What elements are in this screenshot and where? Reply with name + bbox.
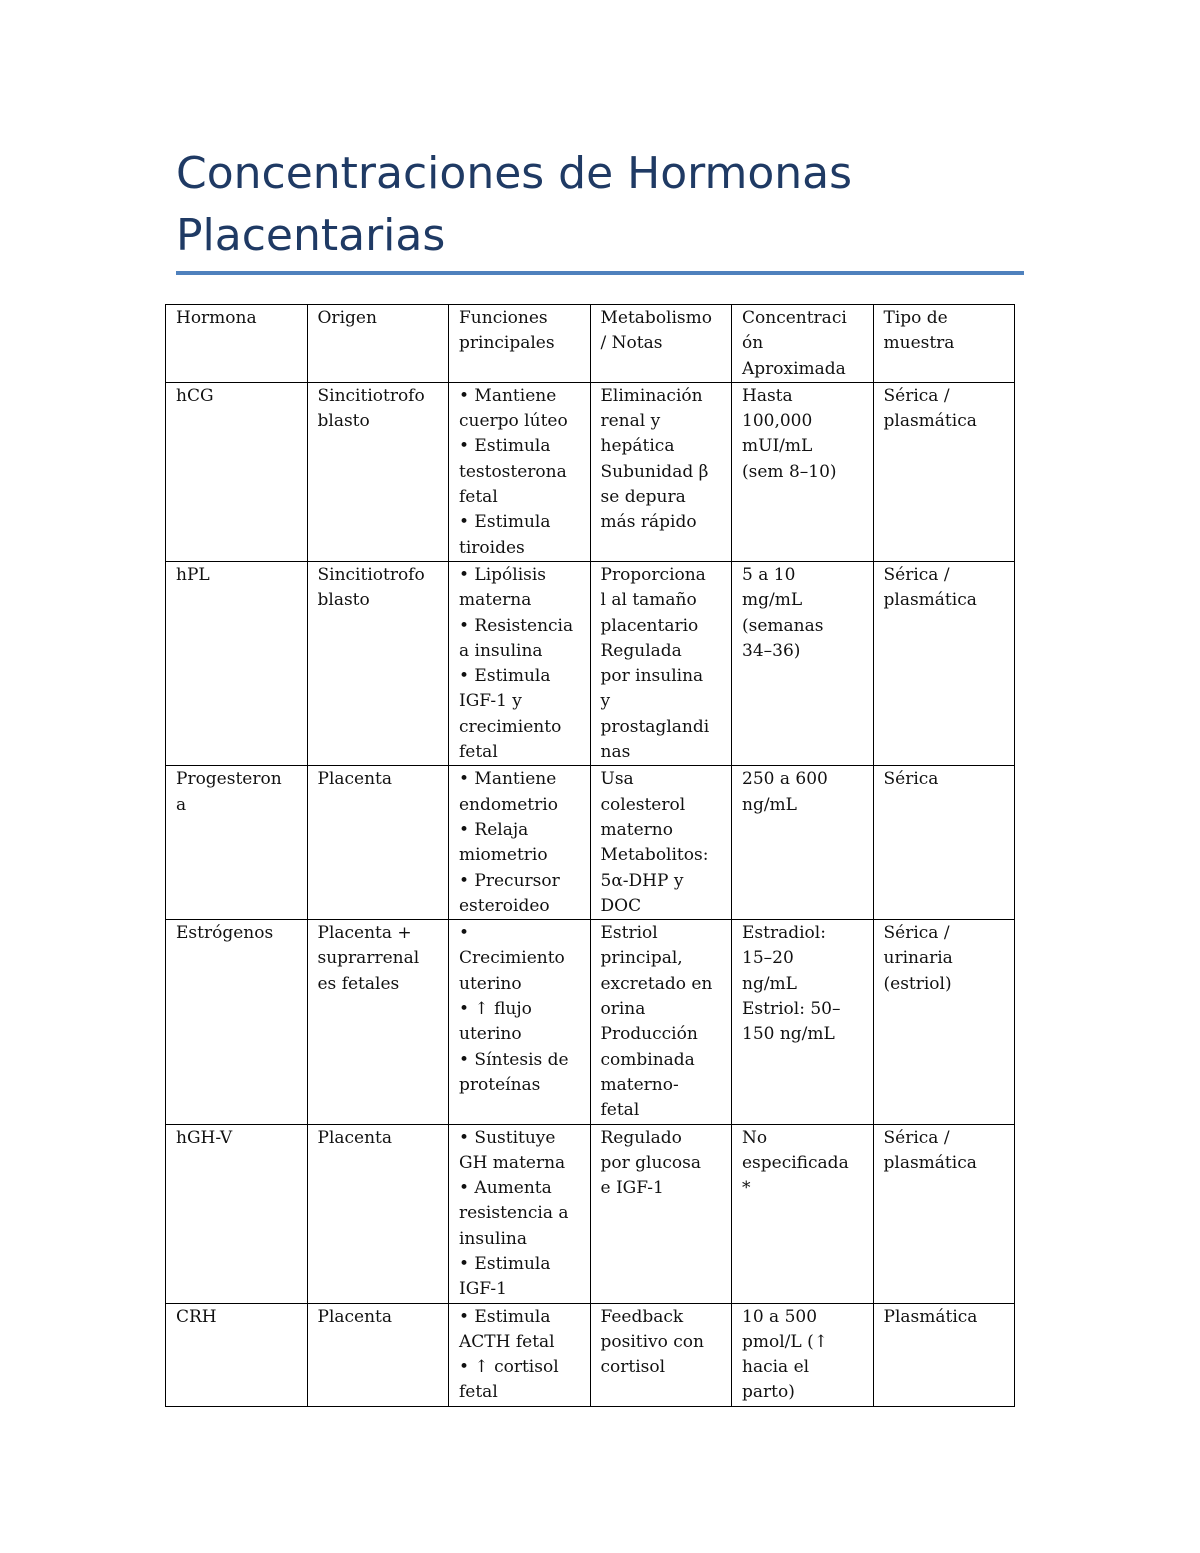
cell-text-line: • ↑ cortisol: [459, 1357, 559, 1378]
cell-text-line: • Estimula: [459, 512, 551, 533]
cell-text-line: Tipo de: [883, 308, 948, 328]
cell-text-line: insulina: [459, 1228, 528, 1249]
cell-text-line: (semanas: [742, 615, 824, 636]
cell-concentracion: [732, 1303, 874, 1406]
cell-text-line: Usa: [600, 769, 634, 790]
cell-text-line: tiroides: [459, 537, 525, 558]
title-underline: [176, 271, 1024, 275]
cell-text-line: 100,000: [742, 411, 813, 432]
cell-metabolismo: [590, 1303, 732, 1406]
cell-text-line: CRH: [176, 1306, 217, 1327]
cell-hormona: [166, 1303, 308, 1406]
cell-text-line: Origen: [317, 308, 377, 328]
cell-text-line: fetal: [459, 487, 498, 508]
cell-text-line: DOC: [600, 895, 642, 916]
cell-text-line: Concentraci: [742, 308, 847, 328]
cell-text-line: Placenta +: [317, 923, 412, 944]
cell-text-line: plasmática: [883, 411, 977, 432]
cell-text-line: urinaria: [883, 948, 953, 969]
cell-text-line: especificada: [742, 1152, 849, 1173]
header-cell-concentracion: [732, 305, 874, 383]
cell-text-line: • Aumenta: [459, 1178, 552, 1199]
cell-text-line: blasto: [317, 590, 370, 611]
cell-text-line: Placenta: [317, 1127, 393, 1148]
cell-text-line: uterino: [459, 973, 522, 994]
hormone-table: [165, 304, 1015, 1407]
cell-text-line: placentario: [600, 615, 699, 636]
cell-text-line: cuerpo lúteo: [459, 411, 568, 432]
cell-text-line: Hormona: [176, 308, 257, 328]
cell-text-line: l al tamaño: [600, 590, 697, 611]
cell-text-line: IGF-1: [459, 1279, 507, 1300]
cell-text-line: por insulina: [600, 666, 704, 687]
cell-text-line: Estrógenos: [176, 923, 274, 944]
cell-metabolismo: [590, 561, 732, 765]
cell-origen: [307, 561, 449, 765]
table-row-progesterona: [166, 766, 1015, 920]
cell-text-line: parto): [742, 1382, 795, 1403]
cell-text-line: Plasmática: [883, 1306, 978, 1327]
cell-text-line: cortisol: [600, 1357, 666, 1378]
cell-text-line: / Notas: [600, 333, 663, 354]
cell-origen: [307, 1303, 449, 1406]
cell-text-line: • Estimula: [459, 1253, 551, 1274]
cell-origen: [307, 1124, 449, 1303]
cell-text-line: pmol/L (↑: [742, 1331, 828, 1352]
table-row-estrogenos: [166, 920, 1015, 1124]
cell-metabolismo: [590, 920, 732, 1124]
cell-text-line: Estradiol:: [742, 923, 826, 944]
cell-text-line: y: [600, 691, 611, 712]
cell-text-line: Sérica /: [883, 385, 950, 406]
cell-concentracion: [732, 766, 874, 920]
cell-text-line: No: [742, 1127, 768, 1148]
cell-text-line: plasmática: [883, 1152, 977, 1173]
cell-hormona: [166, 382, 308, 561]
cell-concentracion: [732, 1124, 874, 1303]
cell-text-line: renal y: [600, 411, 661, 432]
cell-text-line: 5α-DHP y: [600, 870, 684, 891]
cell-funciones: [449, 561, 591, 765]
cell-text-line: blasto: [317, 411, 370, 432]
cell-text-line: materno: [600, 819, 673, 840]
cell-concentracion: [732, 920, 874, 1124]
cell-text-line: testosterona: [459, 461, 567, 482]
cell-text-line: • Precursor: [459, 870, 560, 891]
cell-origen: [307, 766, 449, 920]
cell-text-line: ng/mL: [742, 973, 797, 994]
cell-text-line: • Mantiene: [459, 769, 557, 790]
cell-text-line: se depura: [600, 487, 686, 508]
header-cell-metabolismo: [590, 305, 732, 383]
cell-text-line: a: [176, 794, 187, 815]
cell-text-line: endometrio: [459, 794, 558, 815]
cell-muestra: [873, 1124, 1015, 1303]
cell-text-line: fetal: [600, 1100, 640, 1121]
cell-muestra: [873, 561, 1015, 765]
cell-muestra: [873, 1303, 1015, 1406]
cell-text-line: 15–20: [742, 948, 794, 969]
cell-origen: [307, 920, 449, 1124]
table-row-hcg: [166, 382, 1015, 561]
cell-text-line: Metabolismo: [600, 308, 713, 328]
cell-text-line: más rápido: [600, 512, 697, 533]
cell-text-line: crecimiento: [459, 716, 562, 737]
cell-text-line: Sérica /: [883, 564, 950, 585]
cell-text-line: Sérica: [883, 769, 939, 790]
cell-text-line: mUI/mL: [742, 436, 813, 457]
cell-metabolismo: [590, 1124, 732, 1303]
cell-hormona: [166, 561, 308, 765]
cell-text-line: (estriol): [883, 973, 952, 994]
cell-text-line: 34–36): [742, 640, 801, 661]
cell-text-line: plasmática: [883, 590, 977, 611]
cell-text-line: muestra: [883, 333, 955, 354]
header-cell-muestra: [873, 305, 1015, 383]
cell-text-line: Sérica /: [883, 923, 950, 944]
cell-text-line: hepática: [600, 436, 675, 457]
cell-text-line: suprarrenal: [317, 948, 420, 969]
cell-text-line: resistencia a: [459, 1203, 569, 1224]
cell-hormona: [166, 920, 308, 1124]
cell-text-line: 150 ng/mL: [742, 1024, 835, 1045]
cell-text-line: orina: [600, 999, 646, 1020]
cell-text-line: Sincitiotrofo: [317, 385, 425, 406]
cell-text-line: mg/mL: [742, 590, 803, 611]
cell-text-line: Placenta: [317, 1306, 393, 1327]
cell-text-line: Subunidad β: [600, 461, 709, 482]
cell-funciones: [449, 1124, 591, 1303]
cell-text-line: Aproximada: [742, 358, 846, 379]
cell-text-line: combinada: [600, 1049, 695, 1070]
cell-text-line: Funciones: [459, 308, 548, 328]
cell-muestra: [873, 920, 1015, 1124]
cell-text-line: prostaglandi: [600, 716, 710, 737]
cell-text-line: • Síntesis de: [459, 1049, 569, 1070]
cell-text-line: miometrio: [459, 845, 548, 866]
cell-text-line: Progesteron: [176, 769, 282, 790]
cell-text-line: principal,: [600, 948, 683, 969]
cell-text-line: es fetales: [317, 973, 400, 994]
cell-text-line: Proporciona: [600, 564, 706, 585]
cell-text-line: fetal: [459, 742, 498, 763]
cell-text-line: • Estimula: [459, 436, 551, 457]
cell-text-line: Eliminación: [600, 385, 703, 406]
cell-text-line: Sérica /: [883, 1127, 950, 1148]
cell-text-line: Regulada: [600, 640, 682, 661]
cell-text-line: nas: [600, 742, 631, 763]
cell-text-line: positivo con: [600, 1331, 704, 1352]
cell-text-line: hCG: [176, 385, 214, 406]
cell-origen: [307, 382, 449, 561]
cell-text-line: (sem 8–10): [742, 461, 837, 482]
cell-text-line: Sincitiotrofo: [317, 564, 425, 585]
cell-text-line: • Estimula: [459, 666, 551, 687]
table-row-hgh-v: [166, 1124, 1015, 1303]
cell-text-line: 5 a 10: [742, 564, 796, 585]
cell-muestra: [873, 382, 1015, 561]
cell-text-line: uterino: [459, 1024, 522, 1045]
cell-funciones: [449, 766, 591, 920]
cell-text-line: Metabolitos:: [600, 845, 709, 866]
header-cell-origen: [307, 305, 449, 383]
cell-hormona: [166, 766, 308, 920]
cell-text-line: excretado en: [600, 973, 713, 994]
cell-text-line: ACTH fetal: [459, 1331, 555, 1352]
cell-text-line: •: [459, 923, 470, 944]
cell-text-line: hGH-V: [176, 1127, 233, 1148]
cell-text-line: principales: [459, 333, 555, 354]
cell-metabolismo: [590, 382, 732, 561]
cell-text-line: e IGF-1: [600, 1178, 664, 1199]
cell-text-line: hPL: [176, 564, 210, 585]
page-title-line-1: Concentraciones de Hormonas: [176, 148, 853, 199]
cell-text-line: fetal: [459, 1382, 498, 1403]
cell-funciones: [449, 382, 591, 561]
cell-text-line: materna: [459, 590, 532, 611]
cell-text-line: 10 a 500: [742, 1306, 818, 1327]
cell-text-line: ng/mL: [742, 794, 797, 815]
page-title-line-2: Placentarias: [176, 210, 446, 261]
table-header-row: [166, 305, 1015, 383]
page-title: [176, 143, 1026, 267]
cell-text-line: colesterol: [600, 794, 686, 815]
cell-text-line: • Lipólisis: [459, 564, 547, 585]
cell-text-line: proteínas: [459, 1074, 541, 1095]
cell-text-line: Feedback: [600, 1306, 684, 1327]
cell-text-line: Crecimiento: [459, 948, 565, 969]
cell-text-line: • Relaja: [459, 819, 529, 840]
cell-metabolismo: [590, 766, 732, 920]
cell-text-line: • Mantiene: [459, 385, 557, 406]
cell-text-line: • Estimula: [459, 1306, 551, 1327]
cell-text-line: 250 a 600: [742, 769, 828, 790]
cell-muestra: [873, 766, 1015, 920]
header-cell-hormona: [166, 305, 308, 383]
cell-text-line: Estriol: [600, 923, 658, 944]
cell-text-line: Estriol: 50–: [742, 999, 841, 1020]
cell-text-line: Hasta: [742, 385, 793, 406]
cell-text-line: esteroideo: [459, 895, 550, 916]
cell-text-line: *: [742, 1178, 751, 1199]
cell-concentracion: [732, 382, 874, 561]
header-cell-funciones: [449, 305, 591, 383]
cell-text-line: ón: [742, 333, 764, 354]
table-row-crh: [166, 1303, 1015, 1406]
cell-text-line: IGF-1 y: [459, 691, 522, 712]
table-row-hpl: [166, 561, 1015, 765]
cell-concentracion: [732, 561, 874, 765]
cell-funciones: [449, 1303, 591, 1406]
cell-text-line: • Resistencia: [459, 615, 574, 636]
cell-funciones: [449, 920, 591, 1124]
cell-text-line: Placenta: [317, 769, 393, 790]
cell-text-line: Producción: [600, 1024, 698, 1045]
cell-text-line: Regulado: [600, 1127, 682, 1148]
cell-hormona: [166, 1124, 308, 1303]
cell-text-line: • ↑ flujo: [459, 999, 532, 1020]
cell-text-line: • Sustituye: [459, 1127, 556, 1148]
cell-text-line: a insulina: [459, 640, 543, 661]
cell-text-line: por glucosa: [600, 1152, 702, 1173]
cell-text-line: GH materna: [459, 1152, 566, 1173]
cell-text-line: materno-: [600, 1074, 679, 1095]
cell-text-line: hacia el: [742, 1357, 810, 1378]
